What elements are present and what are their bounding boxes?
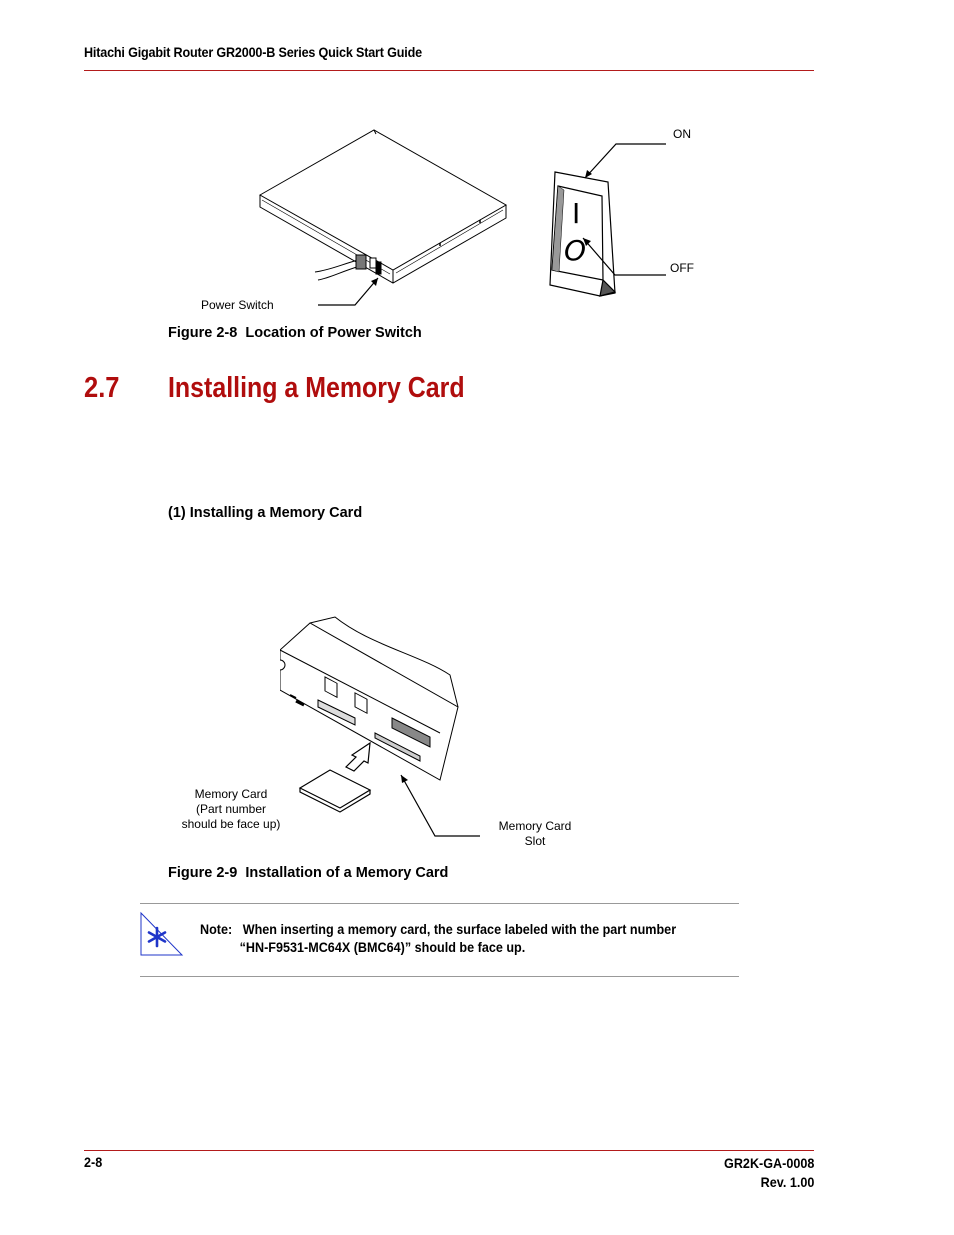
label-off: OFF (670, 261, 694, 275)
label-memory-card-line1: Memory Card (194, 787, 268, 801)
section-number: 2.7 (84, 372, 120, 404)
section-title: Installing a Memory Card (168, 372, 465, 404)
label-slot-line2: Slot (524, 834, 546, 848)
label-memory-card-line2: (Part number (195, 802, 267, 816)
label-memory-card-slot (495, 819, 575, 849)
asterisk-triangle-icon (139, 911, 184, 956)
figure-2-9-caption: Figure 2-9 Installation of a Memory Card (168, 865, 449, 881)
header-title: Hitachi Gigabit Router GR2000-B Series Quick Start Guide (84, 44, 422, 60)
label-memory-card-line3: should be face up) (181, 817, 281, 831)
switch-symbol-off: O (564, 234, 587, 267)
page-number: 2-8 (84, 1154, 103, 1170)
footer-doc-info (724, 1154, 814, 1192)
footer-rule (84, 1150, 814, 1151)
label-slot-line1: Memory Card (498, 819, 572, 833)
note-line1: Note: When inserting a memory card, the surface labeled with the part number (200, 921, 677, 937)
label-power-switch: Power Switch (201, 298, 274, 312)
subsection-title: (1) Installing a Memory Card (168, 505, 363, 521)
memory-card-installation-figure (280, 615, 480, 845)
doc-id: GR2K-GA-0008 (723, 1155, 814, 1171)
note-line2: “HN-F9531-MC64X (BMC64)” should be face up. (239, 939, 526, 955)
header-rule (84, 70, 814, 71)
figure-2-8-caption: Figure 2-8 Location of Power Switch (168, 325, 422, 341)
note-text (200, 920, 676, 956)
switch-symbol-on: I (572, 197, 581, 230)
doc-revision: Rev. 1.00 (760, 1174, 814, 1190)
router-power-switch-figure (190, 120, 720, 320)
label-memory-card (180, 787, 282, 832)
label-on: ON (673, 127, 691, 141)
